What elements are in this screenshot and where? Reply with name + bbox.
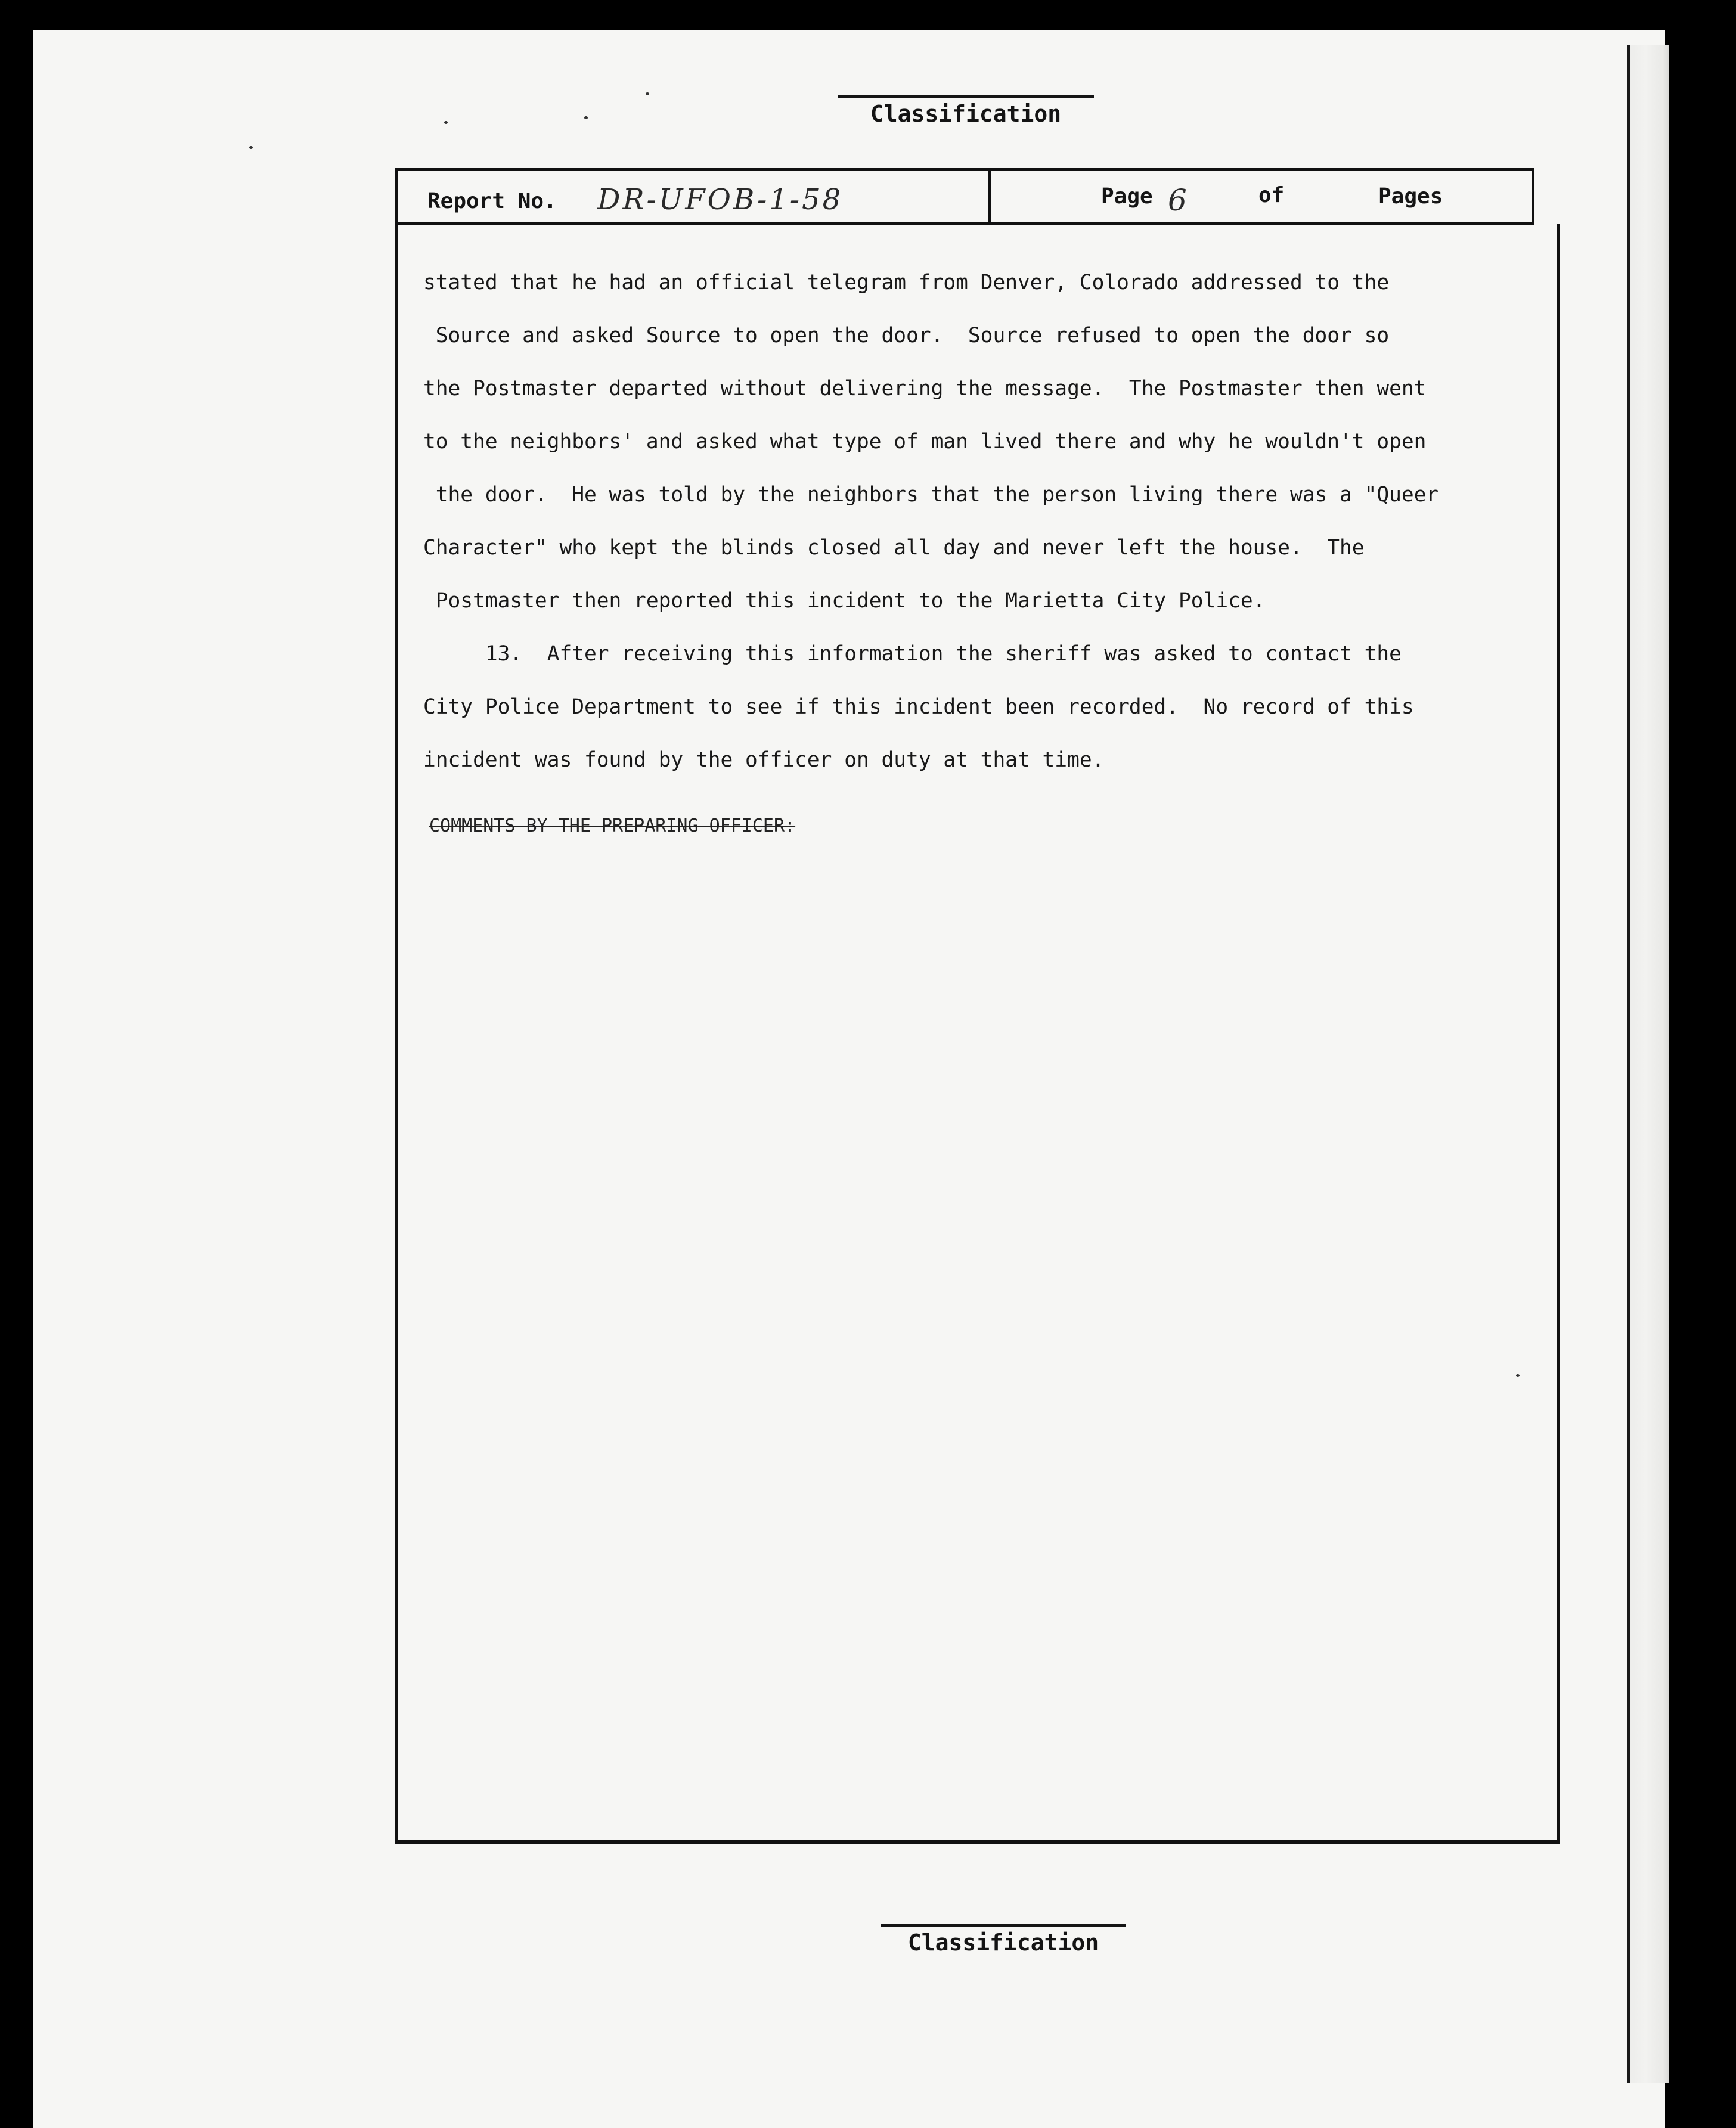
header-divider bbox=[988, 171, 991, 222]
report-number-value: DR-UFOB-1-58 bbox=[597, 183, 844, 216]
classification-header bbox=[838, 95, 1094, 127]
body-line: to the neighbors' and asked what type of man lived there and why he wouldn't open bbox=[423, 430, 1427, 454]
body-line: Character" who kept the blinds closed all day and never left the house. The bbox=[423, 536, 1365, 560]
body-line: the door. He was told by the neighbors that the person living there was a "Queer bbox=[423, 483, 1439, 507]
scan-speck bbox=[584, 116, 588, 119]
scan-speck bbox=[646, 92, 649, 95]
body-line: the Postmaster departed without delivering the message. The Postmaster then went bbox=[423, 377, 1427, 401]
report-body-text bbox=[423, 256, 1532, 787]
body-line: incident was found by the officer on duty at that time. bbox=[423, 748, 1105, 772]
body-line: City Police Department to see if this incident been recorded. No record of this bbox=[423, 695, 1414, 719]
report-number-label: Report No. bbox=[427, 189, 557, 213]
body-line: stated that he had an official telegram from Denver, Colorado addressed to the bbox=[423, 271, 1390, 294]
scan-speck bbox=[249, 146, 253, 149]
pages-label: Pages bbox=[1378, 184, 1443, 209]
report-header-box bbox=[395, 168, 1534, 225]
body-line: Postmaster then reported this incident to the Marietta City Police. bbox=[423, 589, 1266, 613]
page-number-value: 6 bbox=[1168, 183, 1187, 218]
classification-label: Classification bbox=[907, 1930, 1099, 1956]
scan-speck bbox=[444, 121, 448, 124]
classification-footer bbox=[881, 1924, 1126, 1956]
classification-label: Classification bbox=[870, 101, 1062, 127]
classification-rule bbox=[838, 95, 1094, 98]
classification-rule bbox=[881, 1924, 1126, 1927]
body-line: 13. After receiving this information the sheriff was asked to contact the bbox=[423, 642, 1402, 666]
scan-border-top bbox=[0, 0, 1736, 30]
body-line: Source and asked Source to open the door. Source refused to open the door so bbox=[423, 324, 1390, 348]
page-edge-shadow bbox=[1628, 45, 1669, 2083]
scan-speck bbox=[1516, 1374, 1520, 1377]
page-label: Page bbox=[1101, 184, 1153, 209]
comments-heading: COMMENTS BY THE PREPARING OFFICER: bbox=[429, 815, 796, 836]
of-label: of bbox=[1258, 183, 1285, 207]
